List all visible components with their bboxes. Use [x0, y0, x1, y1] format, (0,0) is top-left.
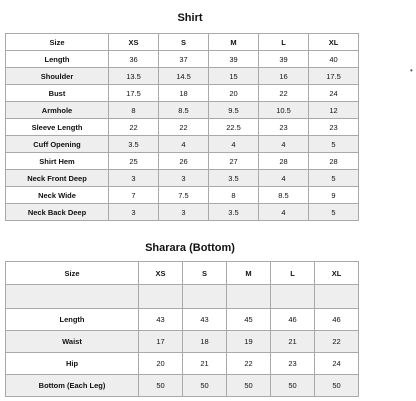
row-label: Bottom (Each Leg) — [6, 375, 139, 397]
table-cell: 24 — [315, 353, 359, 375]
table-cell: 5 — [309, 204, 359, 221]
table-header-row — [6, 34, 359, 51]
table-cell — [227, 285, 271, 309]
table-cell: 8 — [209, 187, 259, 204]
table-cell: 22 — [159, 119, 209, 136]
table-row — [6, 331, 359, 353]
table-cell: 4 — [259, 170, 309, 187]
table-cell: 8.5 — [159, 102, 209, 119]
column-header: Size — [6, 34, 109, 51]
table-cell: 20 — [209, 85, 259, 102]
table-cell: 17.5 — [309, 68, 359, 85]
table-cell: 22 — [109, 119, 159, 136]
table-cell: 50 — [271, 375, 315, 397]
row-label: Waist — [6, 331, 139, 353]
table-cell: 3 — [109, 170, 159, 187]
table-cell: 14.5 — [159, 68, 209, 85]
column-header: L — [271, 262, 315, 285]
table-cell: 24 — [309, 85, 359, 102]
table-cell: 21 — [271, 331, 315, 353]
table-cell — [6, 285, 139, 309]
table-cell: 21 — [183, 353, 227, 375]
table-cell: 37 — [159, 51, 209, 68]
table-row — [6, 85, 359, 102]
table-cell: 16 — [259, 68, 309, 85]
table-cell: 36 — [109, 51, 159, 68]
table-header-row — [6, 262, 359, 285]
column-header: M — [227, 262, 271, 285]
table-cell: 23 — [259, 119, 309, 136]
row-label: Length — [6, 309, 139, 331]
row-label: Shirt Hem — [6, 153, 109, 170]
table-cell: 50 — [139, 375, 183, 397]
table-cell: 50 — [315, 375, 359, 397]
table-cell: 43 — [139, 309, 183, 331]
table-cell: 26 — [159, 153, 209, 170]
table-row — [6, 51, 359, 68]
table-cell: 4 — [259, 204, 309, 221]
table-cell: 13.5 — [109, 68, 159, 85]
table-cell: 25 — [109, 153, 159, 170]
column-header: XL — [309, 34, 359, 51]
row-label: Shoulder — [6, 68, 109, 85]
table-cell: 27 — [209, 153, 259, 170]
table-cell: 46 — [271, 309, 315, 331]
table-cell: 23 — [271, 353, 315, 375]
row-label: Neck Back Deep — [6, 204, 109, 221]
table-cell: 50 — [227, 375, 271, 397]
column-header: L — [259, 34, 309, 51]
table-cell: 18 — [159, 85, 209, 102]
table-cell: 20 — [139, 353, 183, 375]
sharara-table-title: Sharara (Bottom) — [145, 242, 235, 254]
table-row — [6, 136, 359, 153]
stray-dot-mark: • — [410, 66, 413, 75]
table-cell — [271, 285, 315, 309]
table-row — [6, 102, 359, 119]
column-header: XL — [315, 262, 359, 285]
sharara-size-table — [5, 261, 359, 397]
table-row — [6, 170, 359, 187]
table-row — [6, 119, 359, 136]
table-cell: 39 — [209, 51, 259, 68]
table-cell: 3 — [159, 170, 209, 187]
table-cell — [139, 285, 183, 309]
table-cell: 3.5 — [109, 136, 159, 153]
table-cell: 46 — [315, 309, 359, 331]
column-header: XS — [139, 262, 183, 285]
table-cell: 22.5 — [209, 119, 259, 136]
row-label: Bust — [6, 85, 109, 102]
table-cell: 22 — [227, 353, 271, 375]
table-cell: 22 — [315, 331, 359, 353]
row-label: Neck Wide — [6, 187, 109, 204]
table-cell: 7.5 — [159, 187, 209, 204]
column-header: XS — [109, 34, 159, 51]
table-cell: 4 — [159, 136, 209, 153]
table-cell: 3.5 — [209, 170, 259, 187]
table-cell: 5 — [309, 136, 359, 153]
table-row — [6, 68, 359, 85]
table-cell: 17 — [139, 331, 183, 353]
table-cell: 3 — [159, 204, 209, 221]
row-label: Sleeve Length — [6, 119, 109, 136]
table-row — [6, 187, 359, 204]
shirt-size-table — [5, 33, 359, 221]
table-cell: 19 — [227, 331, 271, 353]
table-cell: 45 — [227, 309, 271, 331]
table-cell: 9 — [309, 187, 359, 204]
column-header: S — [183, 262, 227, 285]
table-cell: 12 — [309, 102, 359, 119]
table-cell — [315, 285, 359, 309]
column-header: Size — [6, 262, 139, 285]
table-row — [6, 353, 359, 375]
table-cell: 3.5 — [209, 204, 259, 221]
row-label: Armhole — [6, 102, 109, 119]
table-cell: 8 — [109, 102, 159, 119]
empty-row — [6, 285, 359, 309]
table-cell: 50 — [183, 375, 227, 397]
table-cell: 4 — [259, 136, 309, 153]
table-cell: 9.5 — [209, 102, 259, 119]
row-label: Neck Front Deep — [6, 170, 109, 187]
table-cell: 3 — [109, 204, 159, 221]
table-cell — [183, 285, 227, 309]
table-cell: 28 — [309, 153, 359, 170]
row-label: Length — [6, 51, 109, 68]
table-row — [6, 204, 359, 221]
table-cell: 7 — [109, 187, 159, 204]
shirt-table-title: Shirt — [177, 12, 203, 24]
table-cell: 23 — [309, 119, 359, 136]
column-header: M — [209, 34, 259, 51]
table-row — [6, 309, 359, 331]
table-cell: 10.5 — [259, 102, 309, 119]
table-cell: 28 — [259, 153, 309, 170]
table-cell: 8.5 — [259, 187, 309, 204]
table-row — [6, 153, 359, 170]
column-header: S — [159, 34, 209, 51]
table-cell: 17.5 — [109, 85, 159, 102]
table-cell: 40 — [309, 51, 359, 68]
table-cell: 4 — [209, 136, 259, 153]
row-label: Hip — [6, 353, 139, 375]
table-cell: 18 — [183, 331, 227, 353]
table-cell: 5 — [309, 170, 359, 187]
table-cell: 15 — [209, 68, 259, 85]
row-label: Cuff Opening — [6, 136, 109, 153]
table-cell: 22 — [259, 85, 309, 102]
table-cell: 43 — [183, 309, 227, 331]
table-row — [6, 375, 359, 397]
table-cell: 39 — [259, 51, 309, 68]
